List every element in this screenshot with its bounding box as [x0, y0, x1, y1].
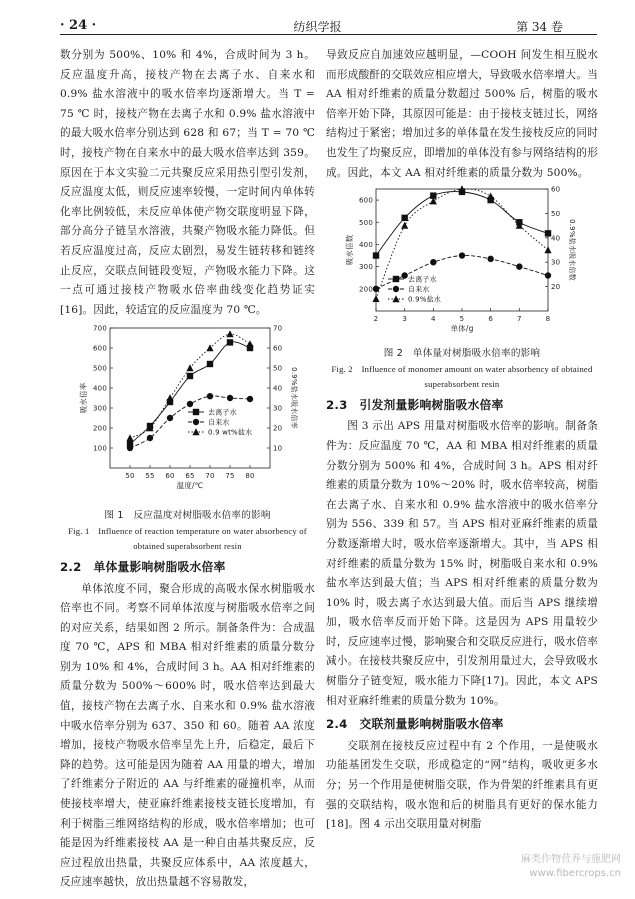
- y-tick-label: 200: [359, 285, 373, 294]
- figure-1-caption-cn: 图 1 反应温度对树脂吸水倍率的影响: [104, 509, 271, 521]
- data-point: [401, 222, 408, 229]
- watermark-line-2: www.fibercrops.cn: [529, 868, 621, 879]
- section-heading-2-4: 2.4 交联剂量影响树脂吸水倍率: [326, 717, 504, 732]
- plot-frame: [376, 189, 548, 311]
- watermark: [521, 853, 621, 881]
- header-rule: [60, 34, 597, 35]
- x-axis-label: 单体/g: [450, 324, 474, 334]
- left-paragraph-1: 数分别为 500%、10% 和 4%，合成时间为 3 h。反应温度升高，接枝产物在去离子水、自来水和 0.9% 盐水溶液中的吸水倍率均逐渐增大。当 T = 75 ℃ 时，接枝产物在去离子水和 0.9% 盐水溶液中的最大吸水倍率分别达到 628 和 67；当 T = 70 ℃ 时，接枝产物在自来水中的最大吸水倍率达到 359。原因在于本文实验二元共聚反应采用热引型引发剂，反应温度太低，则反应速率较慢，一定时间内单体转化率比例较低，未反应单体使产物交联度明显下降，部分高分子链呈水溶液，共聚产物吸水能力降低。但若反应温度过高，反应太剧烈，易发生链转移和链终止反应，交联点间链段变短，产物吸水能力下降。这一点可通过接枝产物吸水倍率曲线变化趋势证实[16]。因此，较适宜的反应温度为 70 ℃。: [60, 49, 315, 316]
- x-tick-label: 75: [225, 472, 235, 481]
- data-point: [127, 445, 133, 451]
- x-tick-label: 80: [245, 472, 255, 481]
- y2-tick-label: 60: [273, 344, 283, 353]
- x-tick-label: 8: [545, 315, 551, 324]
- volume-label: 第 34 卷: [516, 20, 563, 34]
- y2-tick-label: 50: [551, 210, 561, 219]
- y-tick-label: 700: [93, 324, 107, 333]
- data-point: [187, 373, 193, 379]
- data-point: [372, 295, 379, 302]
- figure-1: [60, 320, 315, 554]
- data-point: [126, 435, 133, 442]
- section-heading-2-3: 2.3 引发剂量影响树脂吸水倍率: [326, 397, 504, 412]
- data-point: [227, 340, 233, 346]
- y2-tick-label: 60: [551, 185, 561, 194]
- y-tick-label: 200: [93, 424, 107, 433]
- y2-tick-label: 20: [551, 283, 561, 292]
- section-heading-2-2: 2.2 单体量影响树脂吸水倍率: [60, 559, 226, 574]
- y-tick-label: 100: [93, 444, 107, 453]
- y-tick-label: 300: [93, 404, 107, 413]
- data-point: [487, 256, 493, 262]
- y2-tick-label: 40: [273, 384, 283, 393]
- legend-marker: [193, 409, 199, 415]
- data-point: [247, 396, 253, 402]
- y2-tick-label: 50: [273, 364, 283, 373]
- data-point: [226, 331, 233, 338]
- watermark-line-1: 麻类作物营养与施肥网: [521, 854, 621, 865]
- data-point: [401, 272, 407, 278]
- y-tick-label: 600: [93, 344, 107, 353]
- y-tick-label: 600: [359, 196, 373, 205]
- data-point: [487, 193, 494, 200]
- data-point: [207, 361, 213, 367]
- y2-axis-label: 0.9%盐水吸水倍数: [568, 219, 576, 282]
- data-point: [544, 246, 551, 253]
- data-point: [401, 215, 407, 221]
- y-axis-label: 吸水倍数: [345, 234, 354, 266]
- data-point: [459, 253, 465, 259]
- y-tick-label: 500: [93, 364, 107, 373]
- y2-tick-label: 70: [273, 324, 283, 333]
- page-header: [0, 8, 635, 48]
- data-point: [187, 401, 193, 407]
- y2-tick-label: 30: [551, 258, 561, 267]
- right-column: [326, 46, 598, 835]
- x-tick-label: 70: [205, 472, 215, 481]
- y2-tick-label: 40: [551, 234, 561, 243]
- figure-2-caption-en: Fig. 2 Influence of monomer amount on water absorbency of obtained superabsorbent resin: [331, 363, 593, 389]
- figure-1-caption-en: Fig. 1 Influence of reaction temperature on water absorbency of obtained superabsorbent resin: [68, 525, 307, 551]
- x-tick-label: 3: [402, 315, 407, 324]
- right-paragraph-3: 交联剂在接枝反应过程中有 2 个作用，一是使吸水功能基团发生交联，形成稳定的“网”结构，吸收更多水分；另一个作用是使树脂交联，作为骨架的纤维素具有更强的交联结构，吸水饱和后的树脂具有更好的保水能力[18]。图 4 示出交联用量对树脂: [326, 739, 598, 831]
- y-tick-label: 500: [359, 218, 373, 227]
- data-point: [207, 393, 213, 399]
- y-tick-label: 400: [93, 384, 107, 393]
- legend-label: 去离子水: [208, 408, 237, 417]
- legend-label: 自来水: [208, 418, 230, 427]
- x-tick-label: 4: [431, 315, 436, 324]
- data-point: [545, 272, 551, 278]
- x-tick-label: 55: [145, 472, 155, 481]
- y2-tick-label: 20: [273, 424, 283, 433]
- x-tick-label: 6: [488, 315, 493, 324]
- y-axis-label: 吸水倍率: [79, 382, 88, 414]
- data-point: [227, 395, 233, 401]
- figure-1-chart: [60, 320, 315, 500]
- legend-label: 去离子水: [408, 275, 437, 284]
- legend-marker: [193, 419, 199, 425]
- page-number: · 24 ·: [60, 18, 97, 33]
- x-tick-label: 7: [517, 315, 522, 324]
- x-tick-label: 60: [165, 472, 175, 481]
- y2-tick-label: 10: [273, 444, 283, 453]
- data-point: [246, 341, 253, 348]
- data-point: [147, 435, 153, 441]
- figure-2-caption-cn: 图 2 单体量对树脂吸水倍率的影响: [383, 347, 541, 359]
- data-point: [166, 395, 173, 402]
- plot-frame: [110, 328, 270, 468]
- right-paragraph-1: 导致反应自加速效应越明显，—COOH 间发生相互脱水而形成酸酐的交联效应相应增大，导致吸水倍率增大。当 AA 相对纤维素的质量分数超过 500% 后，树脂的吸水倍率开始下降，其原因可能是：由于接枝支链过长，网络结构过于紧密；增加过多的单体量在发生接枝反应的同时也发生了均聚反应，即增加的单体没有参与网络结构的形成。因此，本文 AA 相对纤维素的质量分数为 500%。: [326, 49, 598, 179]
- right-paragraph-2: 图 3 示出 APS 用量对树脂吸水倍率的影响。制备条件为：反应温度 70 ℃，AA 和 MBA 相对纤维素的质量分数分别为 500% 和 4%，合成时间 3 h。APS 相对纤维素的质量分数为 10%～20% 时，吸水倍率较高，树脂在去离子水、自来水和 0.9% 盐水溶液中的吸水倍率分别为 556、339 和 57。当 APS 相对亚麻纤维素的质量分数逐渐增大时，吸水倍率逐渐增大。其中，当 APS 相对纤维素的质量分数为 15% 时，树脂吸自来水和 0.9% 盐水率达到最大值；当 APS 相对纤维素的质量分数为 10% 时，吸去离子水达到最大值。而后当 APS 继续增加，吸水倍率反而开始下降。这是因为 APS 用量较少时，反应速率过慢，影响聚合和交联反应进行，吸水倍率减小。在接枝共聚反应中，引发剂用量过大，会导致吸水树脂分子链变短，吸水能力下降[17]。因此，本文 APS 相对亚麻纤维素的质量分数为 10%。: [326, 420, 598, 707]
- legend-marker: [393, 286, 399, 292]
- x-tick-label: 50: [125, 472, 135, 481]
- left-column: [60, 46, 315, 893]
- left-paragraph-2: 单体浓度不同，聚合形成的高吸水保水树脂吸水倍率也不同。考察不同单体浓度与树脂吸水倍率之间的对应关系，结果如图 2 所示。制备条件为：合成温度 70 ℃，APS 和 MBA 相对纤维素的质量分数分别为 10% 和 4%，合成时间 3 h。AA 相对纤维素的质量分数为 500%～600% 时，吸水倍率达到最大值，接枝产物在去离子水、自来水和 0.9% 盐水溶液中吸水倍率分别为 637、350 和 60。随着 AA 浓度增加，接枝产物吸水倍率呈先上升，后稳定，最后下降的趋势。这可能是因为随着 AA 用量的增大，增加了纤维素分子附近的 AA 与纤维素的碰撞机率，从而使接枝率增大，使亚麻纤维素接枝支链长度增加，有利于树脂三维网络结构的形成，吸水倍率增加；也可能是因为纤维素接枝 AA 是一种自由基共聚反应，反应过程放出热量，共聚反应体系中，AA 浓度越大，反应速率越快，放出热量越不容易散发，: [60, 582, 315, 889]
- data-point: [516, 264, 522, 270]
- legend-marker: [393, 276, 399, 282]
- series-line: [376, 256, 548, 289]
- data-point: [373, 286, 379, 292]
- y2-axis-label: 0.9%盐水吸水倍率: [290, 367, 298, 430]
- legend-label: 自来水: [408, 285, 430, 294]
- journal-title: 纺织学报: [293, 20, 342, 34]
- data-point: [373, 253, 379, 259]
- data-point: [430, 259, 436, 265]
- y-tick-label: 300: [359, 263, 373, 272]
- figure-2: [326, 183, 598, 392]
- data-point: [545, 230, 551, 236]
- x-tick-label: 2: [373, 315, 379, 324]
- data-point: [167, 415, 173, 421]
- legend-label: 0.9%盐水: [408, 295, 441, 304]
- x-axis-label: 温度/℃: [176, 481, 204, 491]
- y2-tick-label: 30: [273, 404, 283, 413]
- legend-label: 0.9 wt%盐水: [208, 428, 253, 437]
- y-tick-label: 400: [359, 241, 373, 250]
- figure-2-chart: [326, 183, 598, 338]
- x-tick-label: 5: [459, 315, 465, 324]
- series-line: [376, 189, 548, 299]
- x-tick-label: 65: [185, 472, 195, 481]
